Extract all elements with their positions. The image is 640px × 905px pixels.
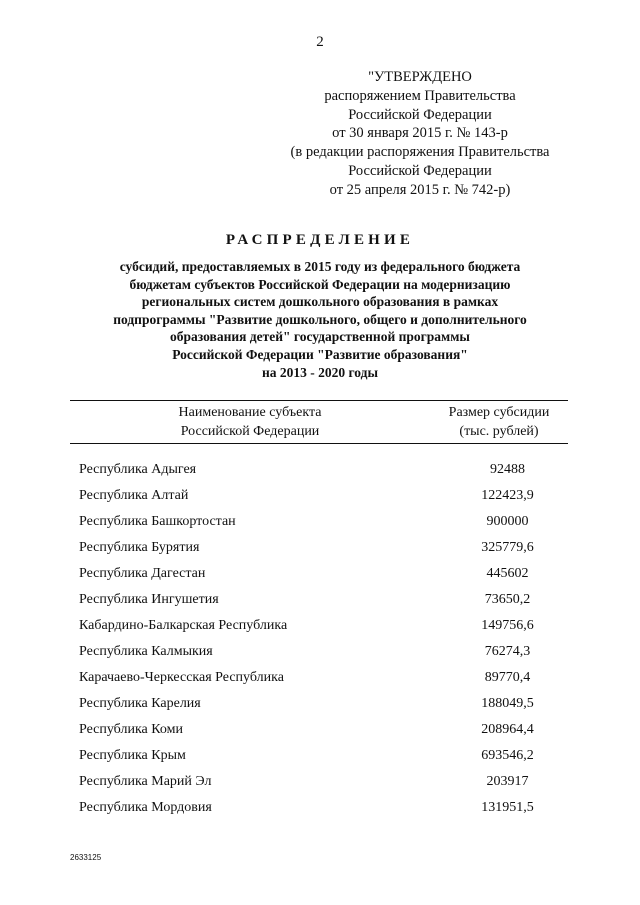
approval-line: (в редакции распоряжения Правительства: [290, 144, 550, 161]
region-name: Республика Марий Эл: [79, 774, 212, 789]
header-subsidy-amount: [430, 401, 568, 443]
region-name: Карачаево-Черкесская Республика: [79, 670, 284, 685]
table-row: [70, 483, 568, 509]
subsidy-amount: 325779,6: [481, 540, 534, 555]
subsidy-amount: 693546,2: [481, 748, 534, 763]
subsidy-amount: 188049,5: [481, 696, 534, 711]
subtitle-line: субсидий, предоставляемых в 2015 году из федерального бюджета: [119, 259, 521, 274]
table-row: [70, 743, 568, 769]
subtitle-line: региональных систем дошкольного образования в рамках: [141, 294, 499, 310]
region-name: Республика Мордовия: [79, 800, 212, 815]
region-name: Республика Адыгея: [79, 462, 197, 477]
header-region-line1: Наименование субъекта: [178, 405, 322, 420]
region-name: Республика Алтай: [79, 488, 189, 503]
subsidy-amount: 92488: [490, 462, 525, 477]
subsidy-table: [70, 400, 568, 821]
header-region-line2: Российской Федерации: [180, 424, 320, 439]
region-name: Республика Калмыкия: [79, 644, 213, 659]
table-row: [70, 509, 568, 535]
region-name: Республика Дагестан: [79, 566, 206, 581]
table-row: [70, 613, 568, 639]
table-row: [70, 769, 568, 795]
header-amount-line1: Размер субсидии: [448, 405, 550, 420]
header-region-name: [70, 401, 430, 443]
subsidy-amount: 131951,5: [481, 800, 534, 815]
region-name: Республика Башкортостан: [79, 514, 236, 529]
subtitle-line: Российской Федерации "Развитие образования": [172, 346, 468, 362]
subtitle-line: бюджетам субъектов Российской Федерации на модернизацию: [129, 276, 511, 292]
table-row: [70, 717, 568, 743]
subtitle-line: образования детей" государственной программы: [170, 329, 470, 345]
subsidy-amount: 73650,2: [484, 592, 531, 607]
region-name: Республика Крым: [79, 748, 186, 763]
subsidy-amount: 445602: [486, 566, 529, 581]
table-row: [70, 457, 568, 483]
region-name: Республика Коми: [79, 722, 183, 737]
table-row: [70, 691, 568, 717]
subsidy-amount: 122423,9: [481, 488, 534, 503]
subsidy-amount: 149756,6: [481, 618, 534, 633]
region-name: Республика Карелия: [79, 696, 201, 711]
table-body: [70, 444, 568, 821]
subtitle-line: на 2013 - 2020 годы: [261, 364, 379, 380]
approval-line: "УТВЕРЖДЕНО: [368, 69, 472, 85]
subsidy-amount: 89770,4: [484, 670, 531, 685]
region-name: Республика Бурятия: [79, 540, 200, 555]
table-row: [70, 665, 568, 691]
region-name: Республика Ингушетия: [79, 592, 219, 607]
document-title: РАСПРЕДЕЛЕНИЕ: [225, 232, 415, 248]
subsidy-amount: 900000: [486, 514, 529, 529]
subsidy-amount: 203917: [486, 774, 529, 789]
table-row: [70, 639, 568, 665]
page-number: 2: [316, 34, 324, 50]
document-footer-code: 2633125: [70, 853, 102, 862]
region-name: Кабардино-Балкарская Республика: [79, 618, 288, 633]
subsidy-amount: 76274,3: [484, 644, 531, 659]
table-row: [70, 535, 568, 561]
approval-line: Российской Федерации: [348, 106, 492, 123]
table-row: [70, 561, 568, 587]
approval-block: [282, 68, 558, 200]
approval-line: Российской Федерации: [348, 162, 492, 179]
approval-line: распоряжением Правительства: [324, 87, 516, 104]
table-row: [70, 587, 568, 613]
header-amount-line2: (тыс. рублей): [459, 424, 539, 439]
approval-line: от 30 января 2015 г. № 143-р: [332, 125, 508, 142]
subtitle-line: подпрограммы "Развитие дошкольного, общего и дополнительного: [113, 311, 527, 327]
approval-line: от 25 апреля 2015 г. № 742-р): [329, 181, 511, 198]
table-row: [70, 795, 568, 821]
subsidy-amount: 208964,4: [481, 722, 534, 737]
document-subtitle: [70, 258, 570, 381]
table-header: [70, 401, 568, 443]
